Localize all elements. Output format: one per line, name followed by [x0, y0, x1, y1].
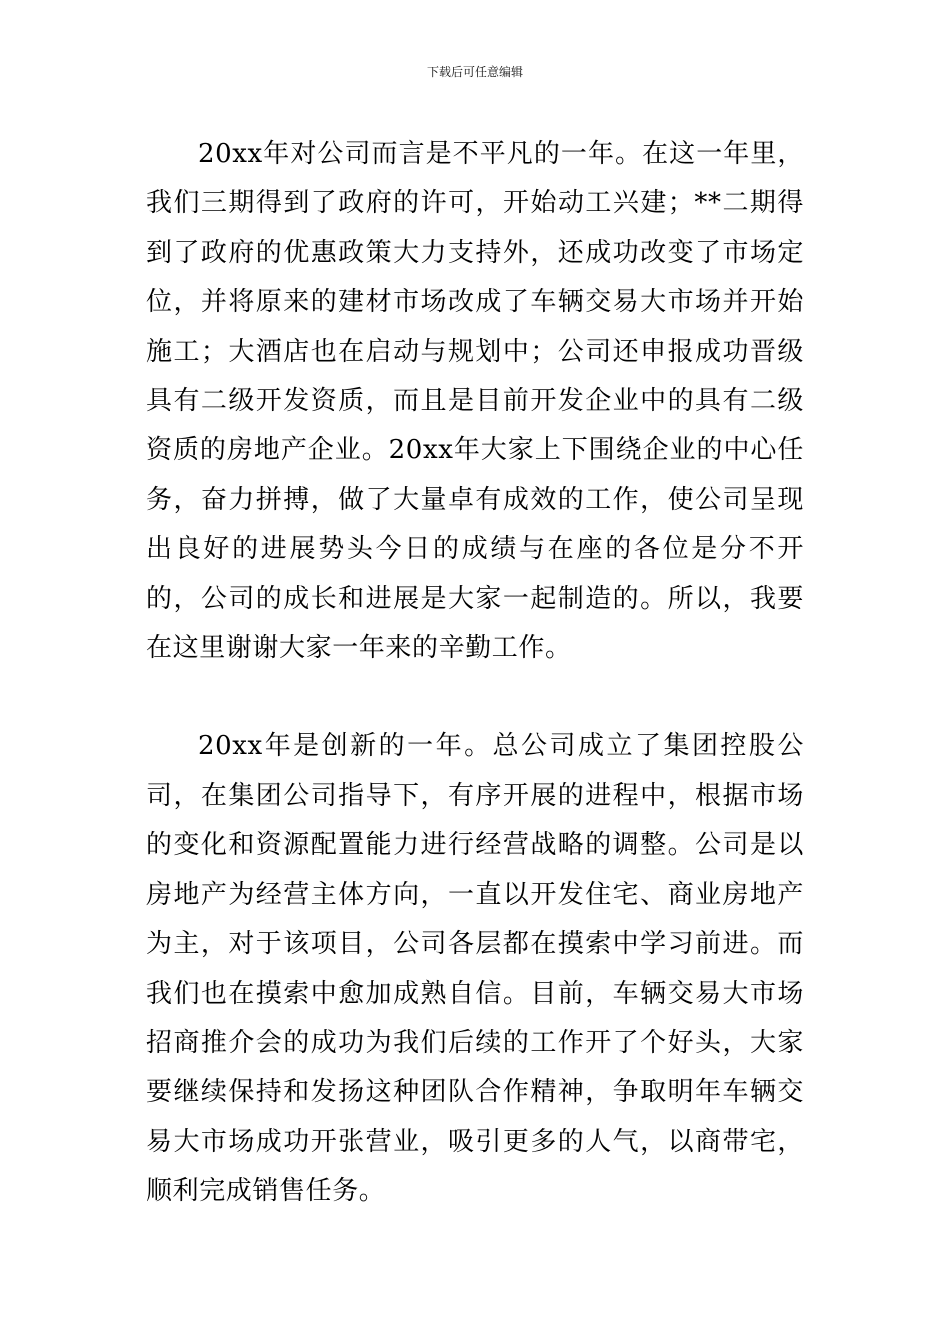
header-note: 下载后可任意编辑	[426, 65, 523, 79]
paragraph-1: 20xx年对公司而言是不平凡的一年。在这一年里，我们三期得到了政府的许可，开始动工兴建；**二期得到了政府的优惠政策大力支持外，还成功改变了市场定位，并将原来的建材市场改成了车辆交易大市场并开始施工；大酒店也在启动与规划中；公司还申报成功晋级具有二级开发资质，而且是目前开发企业中的具有二级资质的房地产企业。20xx年大家上下围绕企业的中心任务，奋力拼搏，做了大量卓有成效的工作，使公司呈现出良好的进展势头今日的成绩与在座的各位是分不开的，公司的成长和进展是大家一起制造的。所以，我要在这里谢谢大家一年来的辛勤工作。	[146, 139, 804, 664]
document-body	[146, 130, 804, 1217]
paragraph-2: 20xx年是创新的一年。总公司成立了集团控股公司，在集团公司指导下，有序开展的进程中，根据市场的变化和资源配置能力进行经营战略的调整。公司是以房地产为经营主体方向，一直以开发住宅、商业房地产为主，对于该项目，公司各层都在摸索中学习前进。而我们也在摸索中愈加成熟自信。目前，车辆交易大市场招商推介会的成功为我们后续的工作开了个好头，大家要继续保持和发扬这种团队合作精神，争取明年车辆交易大市场成功开张营业，吸引更多的人气，以商带宅，顺利完成销售任务。	[146, 731, 804, 1207]
paragraph-spacer	[146, 673, 804, 722]
